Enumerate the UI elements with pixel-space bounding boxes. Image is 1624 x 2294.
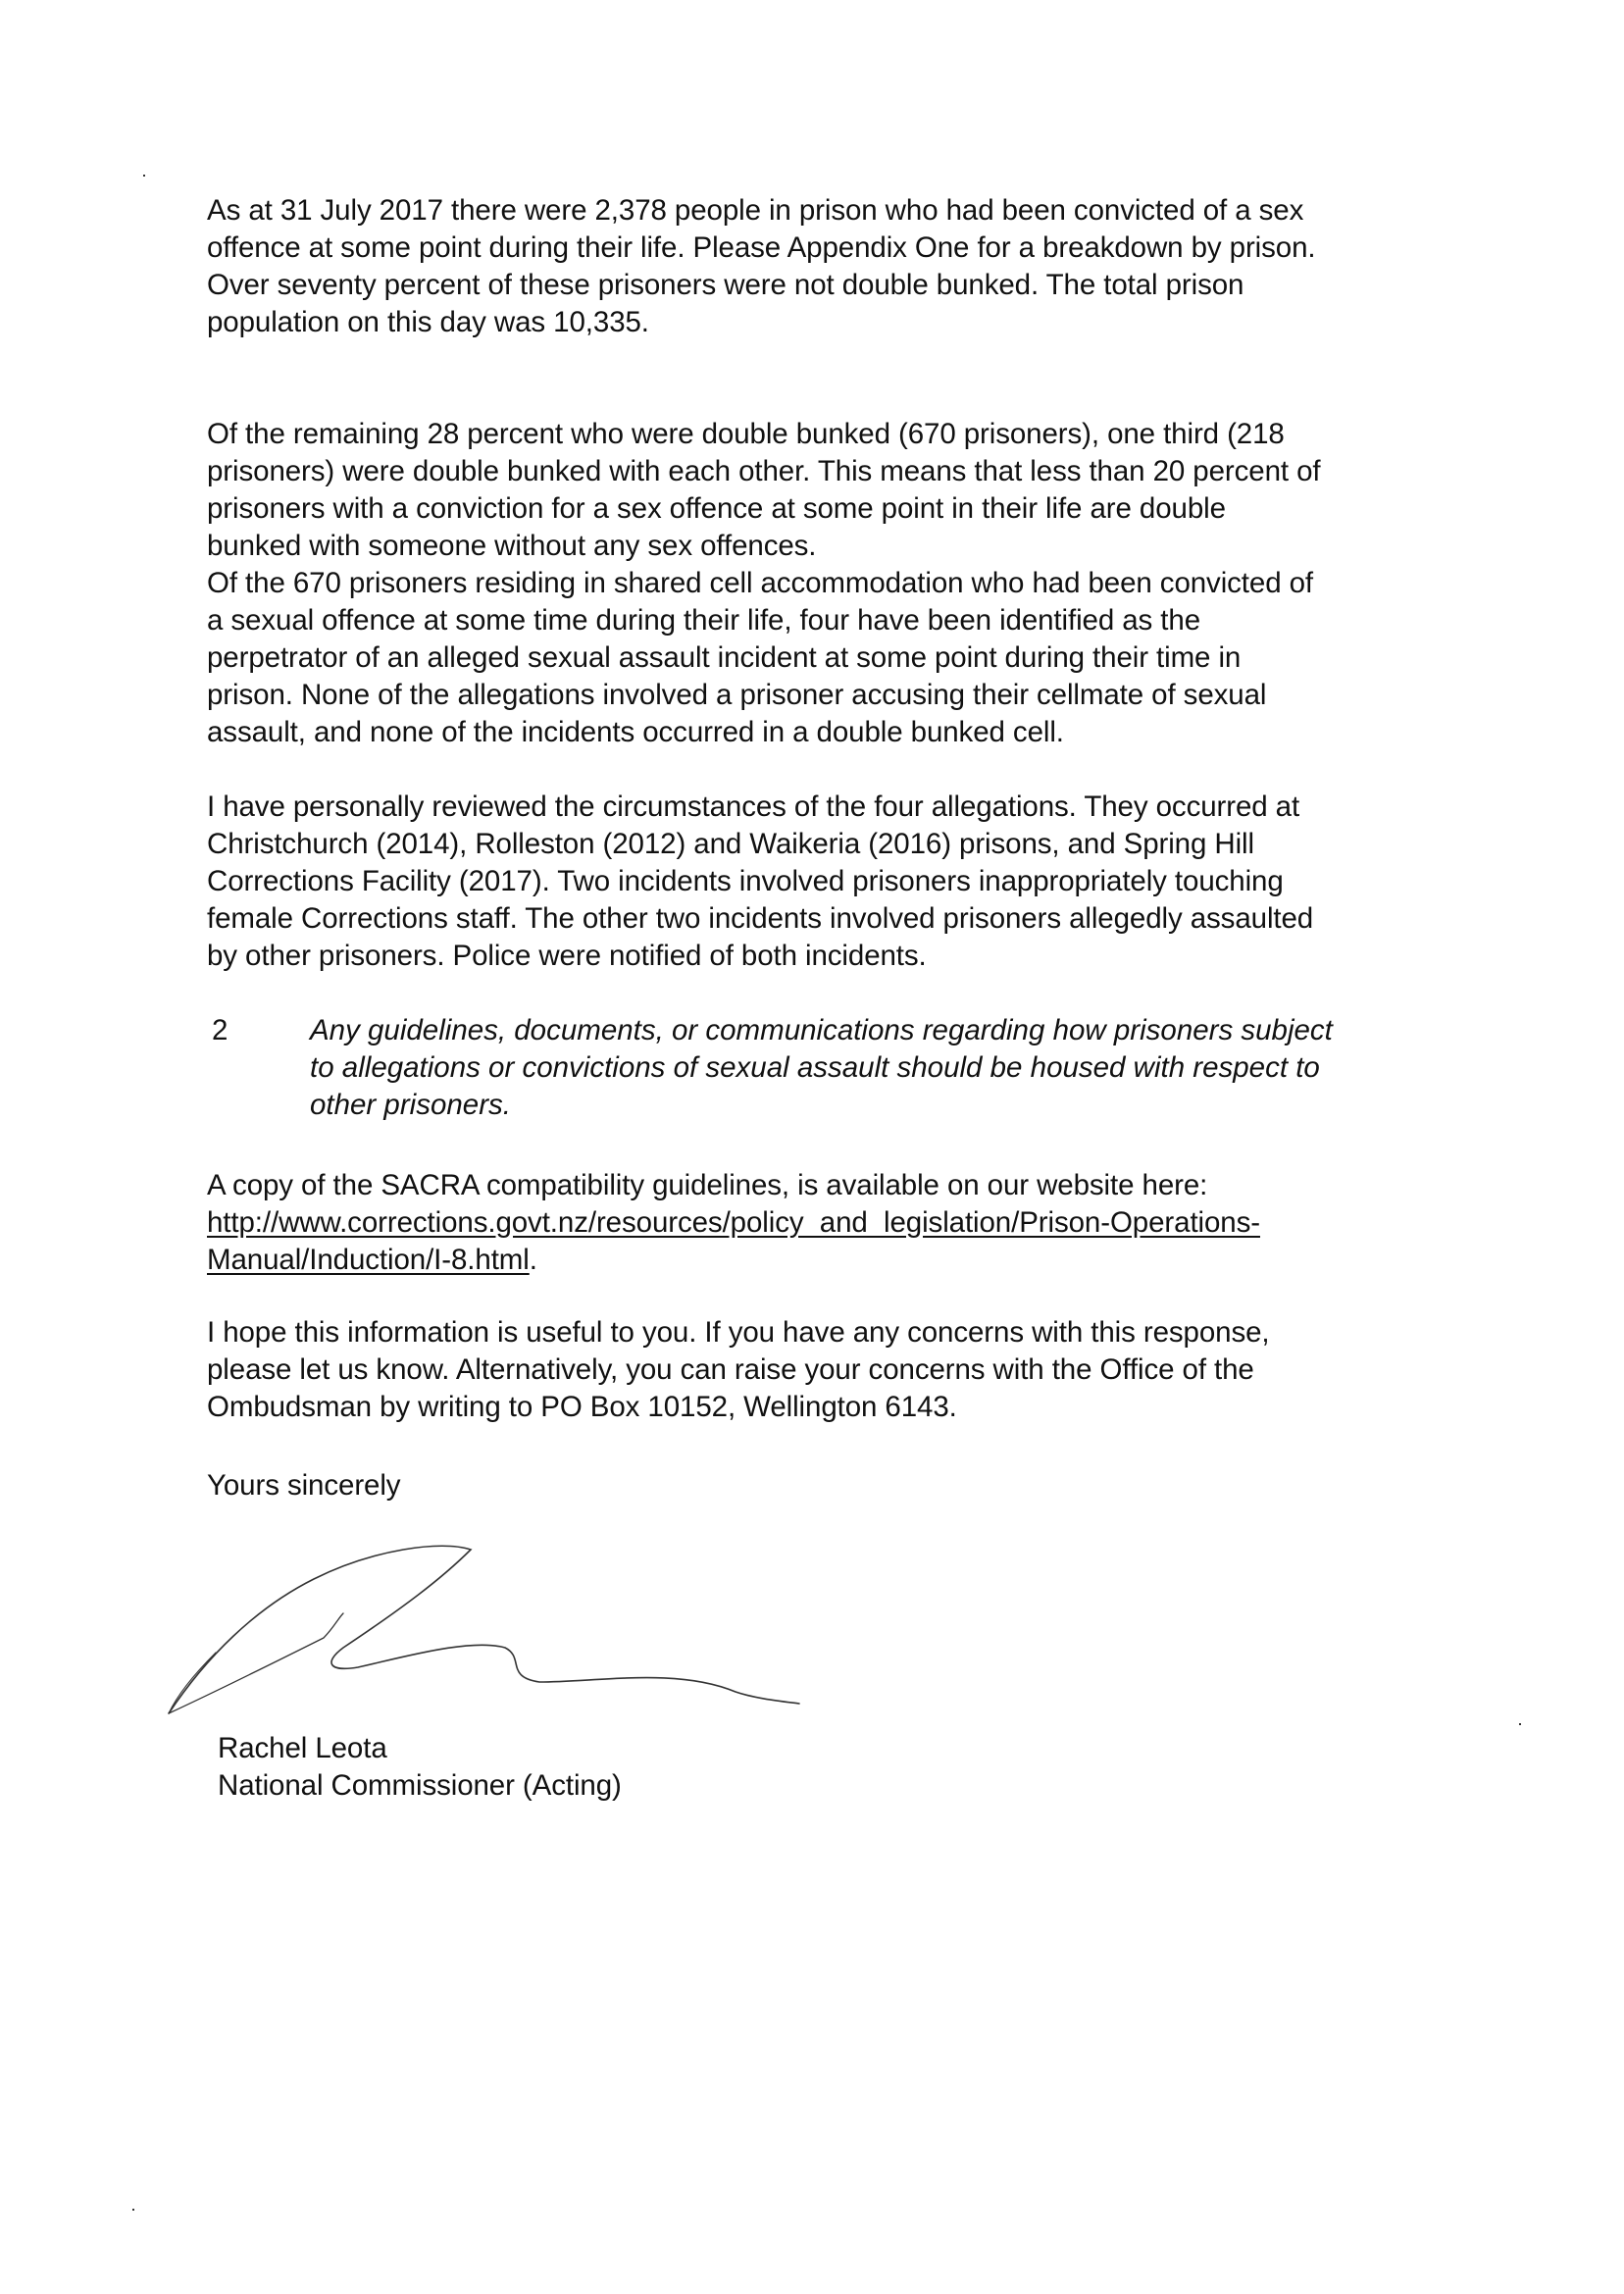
guidelines-link-continuation — [207, 1242, 1492, 1279]
paragraph-review-of-allegations — [207, 789, 1492, 975]
text-line: As at 31 July 2017 there were 2,378 people in prison who had been convicted of a sex — [207, 194, 1304, 227]
text-line: Any guidelines, documents, or communications regarding how prisoners subject — [310, 1014, 1333, 1046]
text-line: to allegations or convictions of sexual assault should be housed with respect to — [310, 1051, 1320, 1084]
guidelines-link-line1[interactable]: http://www.corrections.govt.nz/resources/policy_and_legislation/Prison-Operations- — [207, 1206, 1260, 1239]
text-line: please let us know. Alternatively, you can raise your concerns with the Office of the — [207, 1353, 1254, 1386]
text-line: a sexual offence at some time during their life, four have been identified as the — [207, 604, 1201, 637]
text-line: bunked with someone without any sex offences. — [207, 530, 817, 562]
sign-off — [207, 1467, 1492, 1504]
guidelines-link[interactable] — [207, 1204, 1492, 1242]
text-line: population on this day was 10,335. — [207, 306, 649, 338]
text-line: Christchurch (2014), Rolleston (2012) and Waikeria (2016) prisons, and Spring Hill — [207, 828, 1254, 860]
request-item-text — [310, 1012, 1506, 1124]
signature-stroke — [169, 1613, 343, 1713]
text-line: Corrections Facility (2017). Two incidents involved prisoners inappropriately touching — [207, 865, 1284, 897]
paragraph-double-bunked — [207, 416, 1492, 565]
signer-title: National Commissioner (Acting) — [218, 1769, 622, 1802]
text-line: assault, and none of the incidents occurred in a double bunked cell. — [207, 716, 1064, 748]
text-line: Of the remaining 28 percent who were double bunked (670 prisoners), one third (218 — [207, 418, 1285, 450]
text-line: offence at some point during their life. Please Appendix One for a breakdown by prison. — [207, 231, 1316, 264]
paragraph-closing — [207, 1314, 1492, 1426]
guidelines-link-part2[interactable]: Manual/Induction/I-8.html — [207, 1244, 530, 1276]
paragraph-sex-offender-population — [207, 192, 1492, 341]
text-line: I hope this information is useful to you. If you have any concerns with this response, — [207, 1316, 1270, 1349]
handwritten-signature — [147, 1520, 814, 1716]
scan-speck — [1519, 1723, 1521, 1725]
text-line: perpetrator of an alleged sexual assault incident at some point during their time in — [207, 641, 1242, 674]
scan-speck — [132, 2209, 134, 2211]
text-line: prisoners) were double bunked with each other. This means that less than 20 percent of — [207, 455, 1321, 487]
text-line: Ombudsman by writing to PO Box 10152, Wellington 6143. — [207, 1391, 957, 1423]
signer-block — [218, 1730, 1502, 1805]
signature-stroke — [169, 1546, 799, 1713]
text-line: female Corrections staff. The other two incidents involved prisoners allegedly assaulted — [207, 902, 1314, 935]
paragraph-guidelines — [207, 1167, 1492, 1279]
text-line: by other prisoners. Police were notified of both incidents. — [207, 940, 927, 972]
link-trailing-period: . — [529, 1244, 537, 1276]
paragraph-alleged-incidents — [207, 565, 1492, 751]
request-item-number: 2 — [212, 1014, 228, 1046]
text-line: A copy of the SACRA compatibility guidelines, is available on our website here: — [207, 1169, 1208, 1201]
text-line: Of the 670 prisoners residing in shared cell accommodation who had been convicted of — [207, 567, 1314, 599]
scan-speck — [143, 175, 145, 177]
text-line: other prisoners. — [310, 1089, 511, 1121]
signer-name: Rachel Leota — [218, 1732, 387, 1764]
text-line: Over seventy percent of these prisoners were not double bunked. The total prison — [207, 269, 1244, 301]
sign-off-text: Yours sincerely — [207, 1469, 401, 1502]
text-line: prisoners with a conviction for a sex offence at some point in their life are double — [207, 492, 1226, 525]
text-line: prison. None of the allegations involved a prisoner accusing their cellmate of sexual — [207, 679, 1267, 711]
text-line: I have personally reviewed the circumstances of the four allegations. They occurred at — [207, 790, 1300, 823]
